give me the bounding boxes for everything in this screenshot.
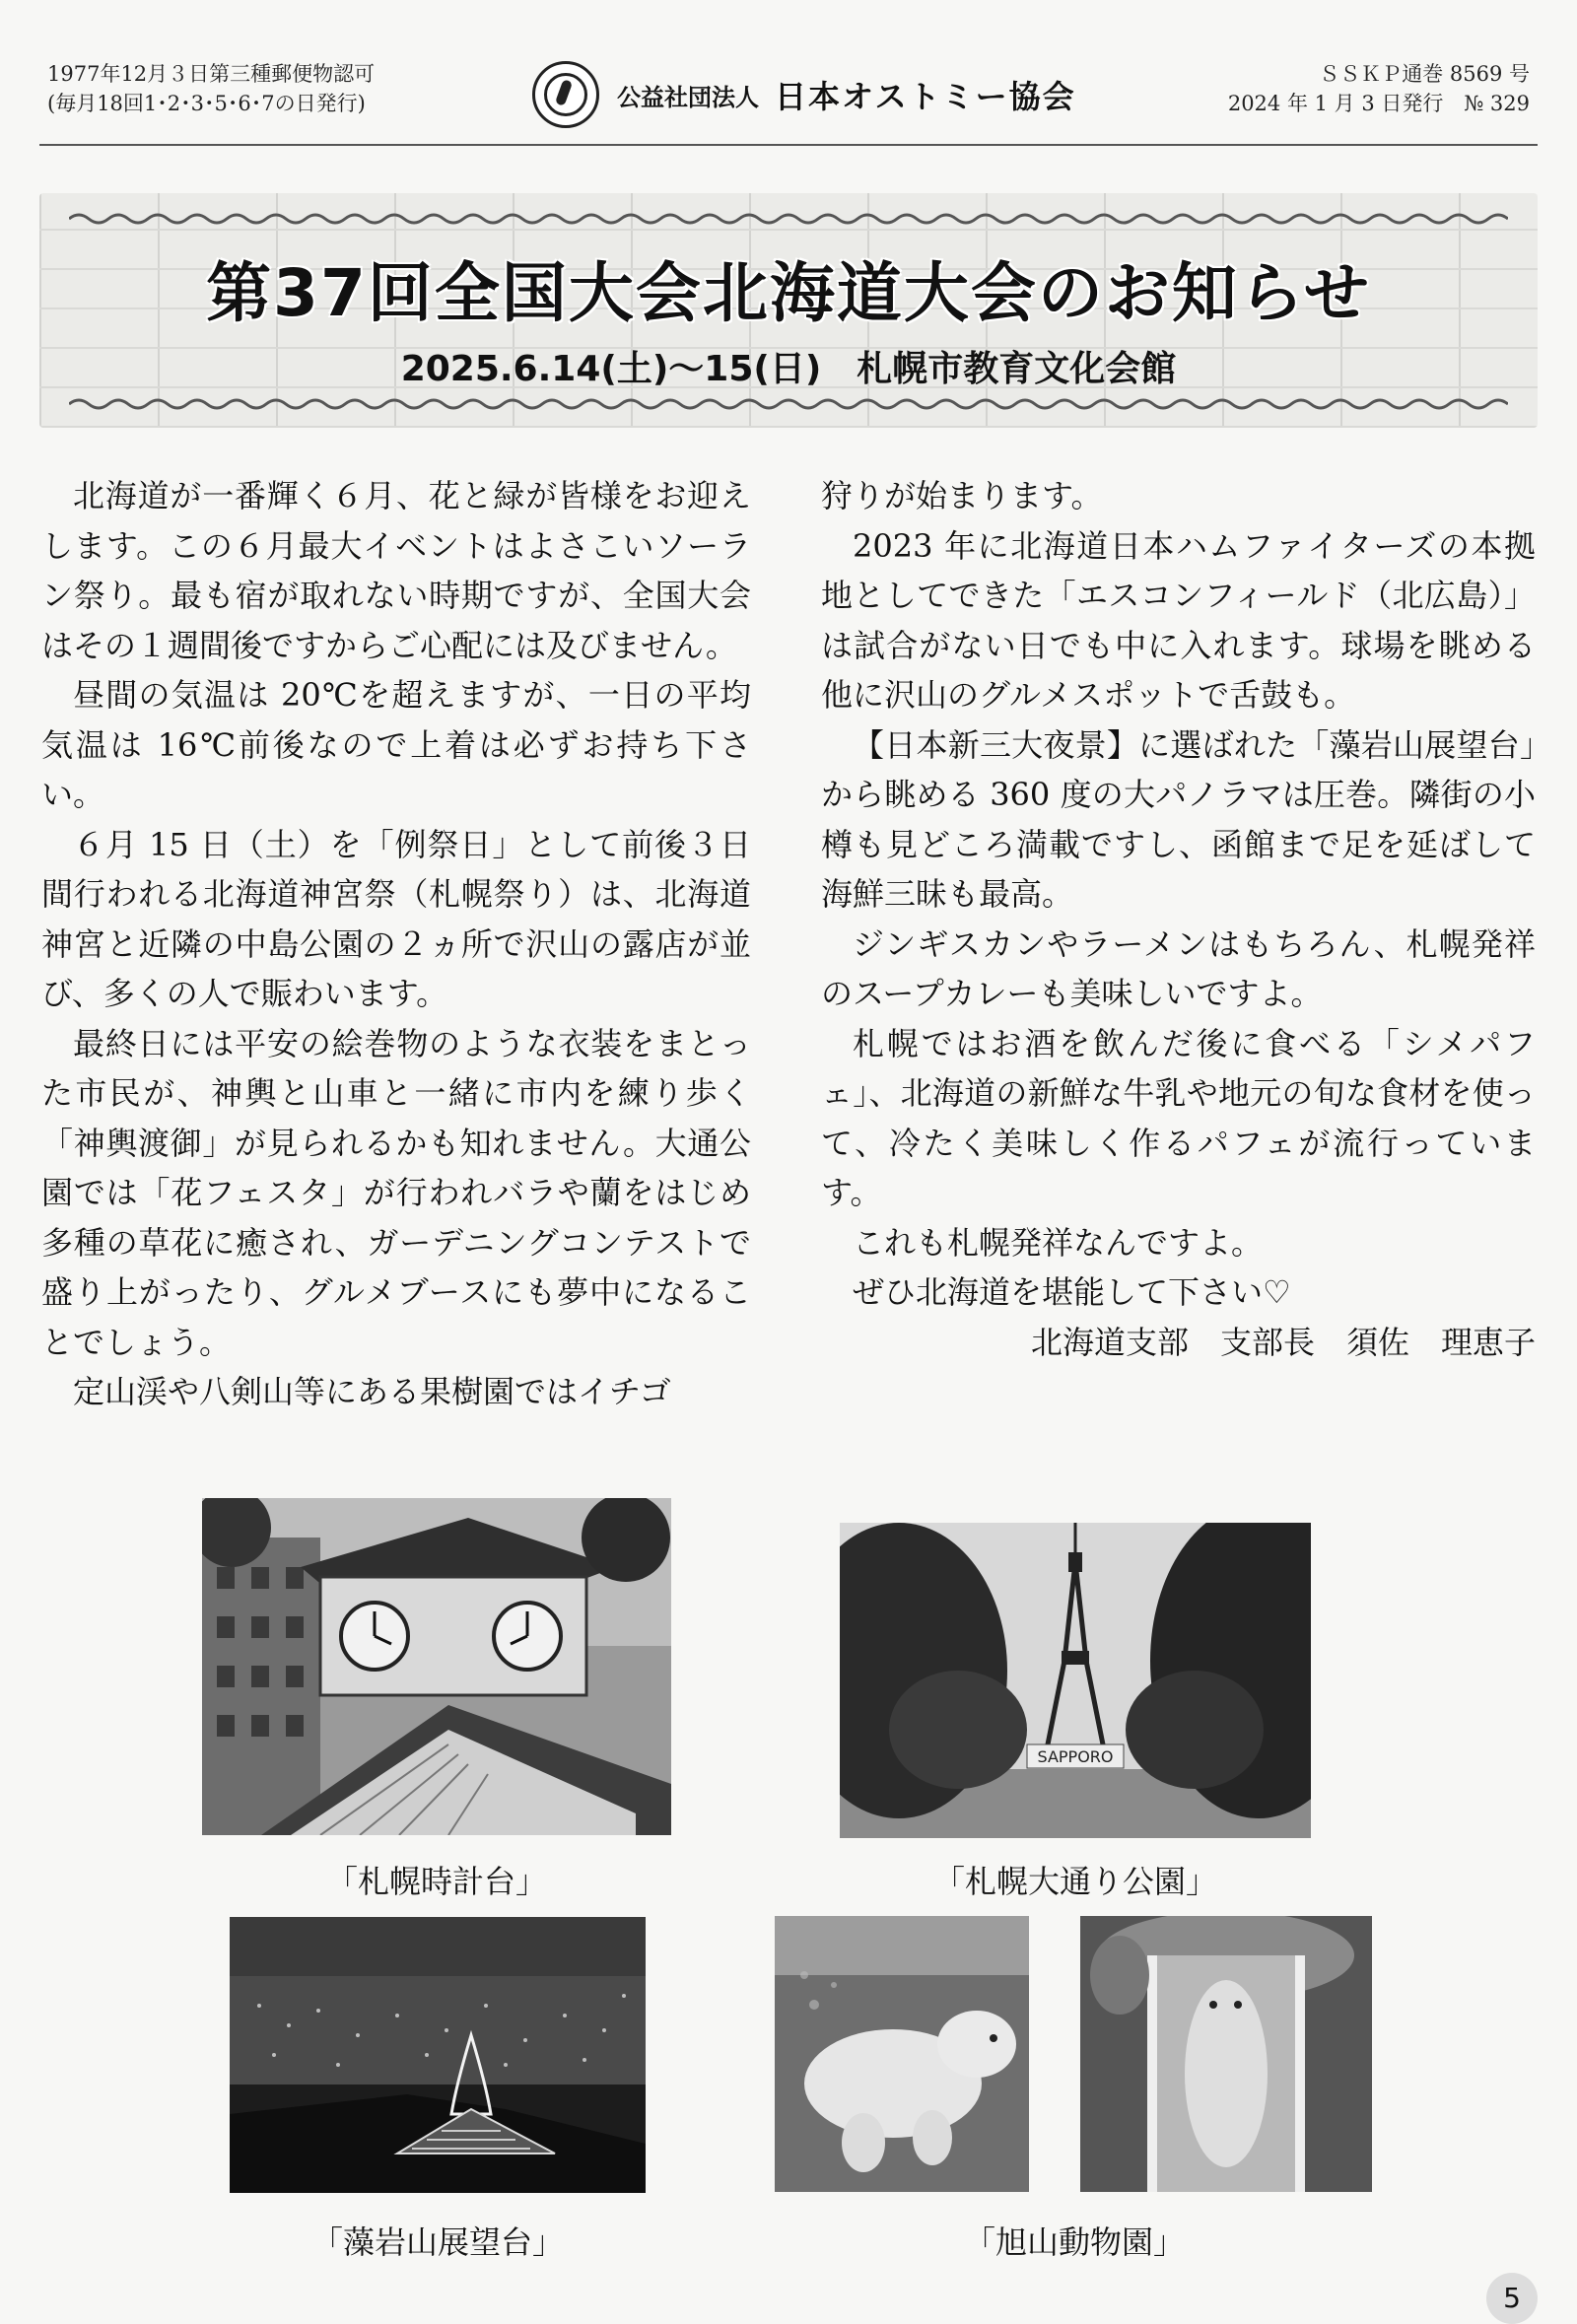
photo-asahiyama-polar-bear (775, 1916, 1029, 2192)
wavy-border-bottom (69, 396, 1508, 412)
article-right-column (821, 471, 1536, 1367)
page-number: 5 (1486, 2273, 1538, 2324)
issue-date: 2024 年 1 月 3 日発行 № 329 (1227, 92, 1530, 115)
author-signature: 北海道支部 支部長 須佐 理恵子 (1030, 1323, 1536, 1361)
publisher (532, 61, 1076, 128)
paragraph: 札幌ではお酒を飲んだ後に食べる「シメパフェ」、北海道の新鮮な牛乳や地元の旬な食材を使って、冷たく美味しく作るパフェが流行っています。 (821, 1024, 1536, 1211)
photo-odori-park (840, 1523, 1311, 1838)
issue-info (1228, 59, 1530, 118)
org-name: 日本オストミー協会 (775, 78, 1076, 115)
postal-permit (47, 59, 375, 118)
paragraph: これも札幌発祥なんですよ。 (853, 1223, 1264, 1262)
headline-date-venue: 2025.6.14(土)～15(日) 札幌市教育文化会館 (400, 349, 1177, 389)
masthead (39, 53, 1538, 152)
paragraph: 最終日には平安の絵巻物のような衣装をまとった市民が、神輿と山車と一緒に市内を練り歩く「神輿渡御」が見られるかも知れません。大通公園では「花フェスタ」が行われバラや蘭をはじめ多種の草花に癒され、ガーデニングコンテストで盛り上がったり、グルメブースにも夢中になることでしょう。 (41, 1024, 751, 1361)
headline-title: 第37回全国大会北海道大会のお知らせ (206, 255, 1371, 331)
postal-permit-line1: 1977年12月３日第三種郵便物認可 (47, 62, 376, 86)
photo-clock-tower (202, 1498, 671, 1835)
postal-permit-line2: (毎月18回1･2･3･5･6･7の日発行) (47, 92, 366, 115)
paragraph: 【日本新三大夜景】に選ばれた「藻岩山展望台」から眺める 360 度の大パノラマは圧巻。隣街の小樽も見どころ満載ですし、函館まで足を延ばして海鮮三昧も最高。 (821, 725, 1536, 913)
headline-banner (39, 193, 1538, 428)
paragraph: 昼間の気温は 20℃を超えますが、一日の平均気温は 16℃前後なので上着は必ずお持ち下さい。 (41, 676, 751, 813)
article-left-column (41, 471, 751, 1417)
masthead-divider (39, 144, 1538, 146)
paragraph: ぜひ北海道を堪能して下さい♡ (853, 1273, 1291, 1311)
paragraph: 北海道が一番輝く６月、花と緑が皆様をお迎えします。この６月最大イベントはよさこいソーラン祭り。最も宿が取れない時期ですが、全国大会はその１週間後ですからご心配には及びません。 (41, 477, 751, 664)
photo-moiwa-observatory (230, 1917, 646, 2193)
issue-serial: ＳＳＫＰ通巻 8569 号 (1319, 62, 1530, 86)
wavy-border-top (69, 211, 1508, 227)
org-kind: 公益社団法人 (617, 83, 759, 111)
paragraph: 2023 年に北海道日本ハムファイターズの本拠地としてできた「エスコンフィールド（北広島）」は試合がない日でも中に入れます。球場を眺める他に沢山のグルメスポットで舌鼓も。 (821, 526, 1536, 714)
paragraph: ジンギスカンやラーメンはもちろん、札幌発祥のスープカレーも美味しいですよ。 (821, 924, 1536, 1012)
odori-sign-text: SAPPORO (1037, 1747, 1114, 1766)
paragraph: ６月 15 日（土）を「例祭日」として前後３日間行われる北海道神宮祭（札幌祭り）は、北海道神宮と近隣の中島公園の２ヵ所で沢山の露店が並び、多くの人で賑わいます。 (41, 825, 751, 1012)
photo-asahiyama-seal (1080, 1916, 1372, 2192)
caption-clock-tower: 「札幌時計台」 (325, 1863, 547, 1900)
caption-moiwa: 「藻岩山展望台」 (310, 2223, 564, 2261)
paragraph-continuation: 狩りが始まります。 (821, 477, 1103, 514)
caption-asahiyama: 「旭山動物園」 (963, 2223, 1185, 2261)
caption-odori-park: 「札幌大通り公園」 (932, 1863, 1217, 1900)
association-seal-icon (532, 61, 599, 128)
paragraph: 定山渓や八剣山等にある果樹園ではイチゴ (73, 1373, 671, 1410)
